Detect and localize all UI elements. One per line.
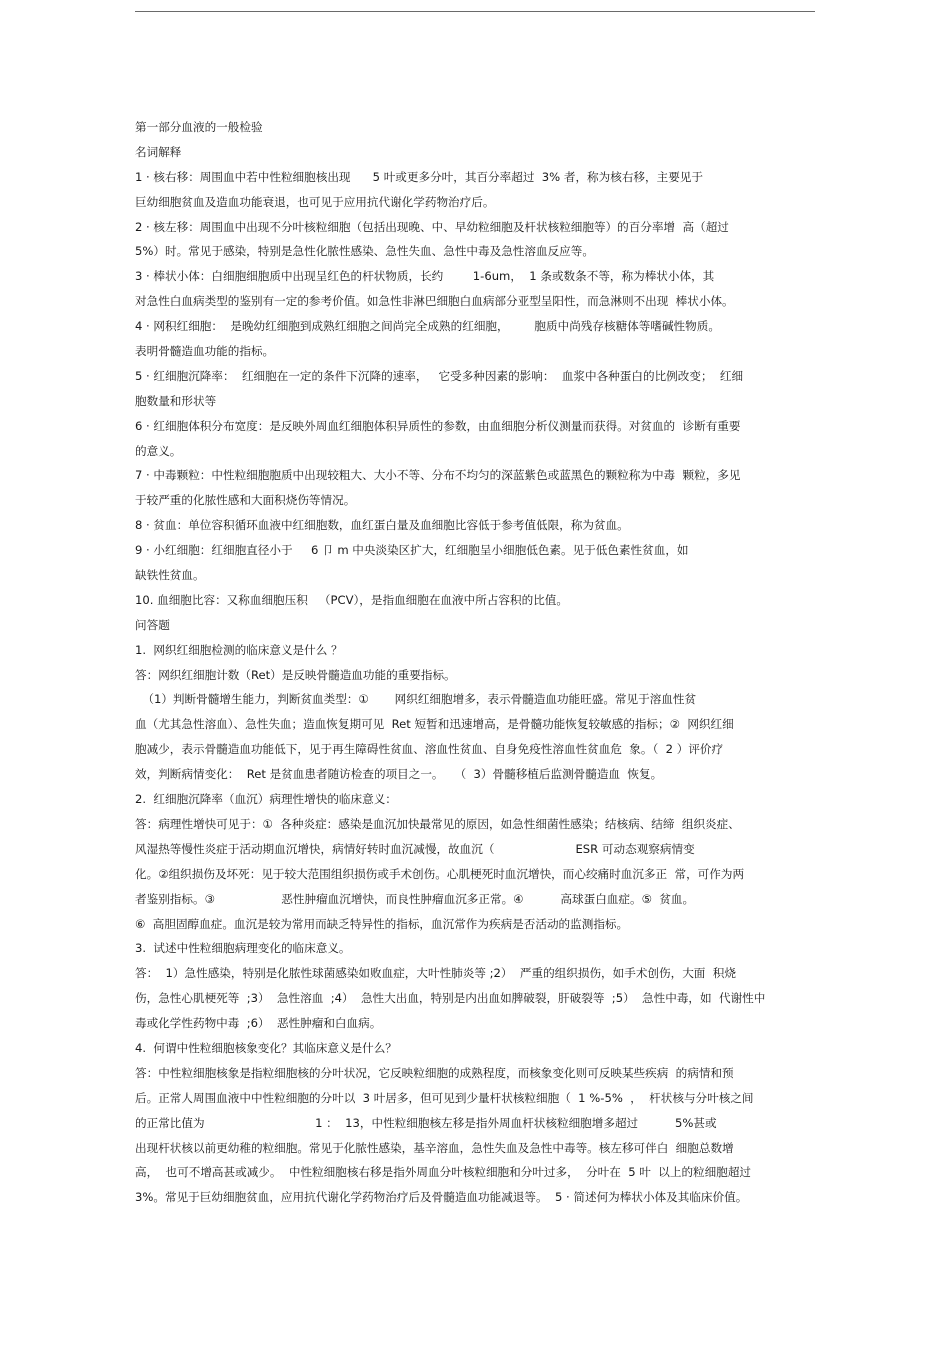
answer-line: 高， 也可不增高甚或减少。 中性粒细胞核右移是指外周血分叶核粒细胞和分叶过多， 分叶在 5 叶 以上的粒细胞超过 bbox=[135, 1165, 752, 1180]
text-line: 对急性白血病类型的鉴别有一定的参考价值。如急性非淋巴细胞白血病部分亚型呈阳性，而急淋则不出现 棒状小体。 bbox=[135, 294, 734, 309]
answer-line: 风湿热等慢性炎症于活动期血沉增快，病情好转时血沉减慢，故血沉（ ESR 可动态观察病情变 bbox=[135, 841, 695, 856]
header-rule bbox=[135, 11, 815, 12]
document-body bbox=[135, 115, 820, 1210]
answer-line: （1）判断骨髓增生能力，判断贫血类型：① 网织红细胞增多，表示骨髓造血功能旺盛。常见于溶血性贫 bbox=[135, 692, 697, 707]
answer-line: 胞减少，表示骨髓造血功能低下，见于再生障碍性贫血、溶血性贫血、自身免疫性溶血性贫血危 象。（ 2 ）评价疗 bbox=[135, 742, 724, 757]
answer-line: 答： 1）急性感染，特别是化脓性球菌感染如败血症，大叶性肺炎等 ;2） 严重的组织损伤，如手术创伤，大面 积烧 bbox=[135, 966, 736, 981]
answer-line: 血（尤其急性溶血）、急性失血；造血恢复期可见 Ret 短暂和迅速增高，是骨髓功能恢复较敏感的指标；② 网织红细 bbox=[135, 717, 734, 732]
subsection-heading: 问答题 bbox=[135, 617, 170, 632]
text-line: 6 · 红细胞体积分布宽度：是反映外周血红细胞体积异质性的参数，由血细胞分析仪测量而获得。对贫血的 诊断有重要 bbox=[135, 418, 741, 433]
answer-line: 3%。常见于巨幼细胞贫血，应用抗代谢化学药物治疗后及骨髓造血功能减退等。 5 · 简述何为棒状小体及其临床价值。 bbox=[135, 1190, 748, 1205]
text-line: 的意义。 bbox=[135, 443, 182, 458]
text-line: 1 · 核右移：周围血中若中性粒细胞核出现 5 叶或更多分叶，其百分率超过 3% 者，称为核右移，主要见于 bbox=[135, 169, 703, 184]
text-line: 5%）时。常见于感染，特别是急性化脓性感染、急性失血、急性中毒及急性溶血反应等。 bbox=[135, 244, 594, 259]
section-title: 第一部分血液的一般检验 bbox=[135, 120, 263, 134]
text-line: 8 · 贫血：单位容积循环血液中红细胞数，血红蛋白量及血细胞比容低于参考值低限，称为贫血。 bbox=[135, 518, 629, 533]
text-line: 9 · 小红细胞：红细胞直径小于 6 卩 m 中央淡染区扩大，红细胞呈小细胞低色素。见于低色素性贫血，如 bbox=[135, 543, 689, 558]
text-line: 4 · 网积红细胞： 是晚幼红细胞到成熟红细胞之间尚完全成熟的红细胞， 胞质中尚残存核糖体等嗜碱性物质。 bbox=[135, 319, 720, 334]
subsection-heading: 名词解释 bbox=[135, 144, 182, 159]
answer-line: 出现杆状核以前更幼稚的粒细胞。常见于化脓性感染，基辛溶血，急性失血及急性中毒等。核左移可伴白 细胞总数增 bbox=[135, 1140, 734, 1155]
text-line: 巨幼细胞贫血及造血功能衰退，也可见于应用抗代谢化学药物治疗后。 bbox=[135, 194, 495, 209]
answer-line: 效，判断病情变化： Ret 是贫血患者随访检查的项目之一。 （ 3）骨髓移植后监测骨髓造血 恢复。 bbox=[135, 767, 663, 782]
text-line: 缺铁性贫血。 bbox=[135, 568, 205, 583]
text-line: 2 · 核左移：周围血中出现不分叶核粒细胞（包括出现晚、中、早幼粒细胞及杆状核粒细胞等）的百分率增 高（超过 bbox=[135, 219, 729, 234]
answer-line: 的正常比值为 1 ： 13，中性粒细胞核左移是指外周血杆状核粒细胞增多超过 5%甚或 bbox=[135, 1115, 717, 1130]
answer-line: 伤，急性心肌梗死等 ;3） 急性溶血 ;4） 急性大出血，特别是内出血如脾破裂，肝破裂等 ;5） 急性中毒，如 代谢性中 bbox=[135, 991, 766, 1006]
answer-line: ⑥ 高胆固醇血症。血沉是较为常用而缺乏特异性的指标，血沉常作为疾病是否活动的监测指标。 bbox=[135, 916, 629, 931]
answer-line: 化。②组织损伤及坏死：见于较大范围组织损伤或手术创伤。心肌梗死时血沉增快，而心绞痛时血沉多正 常，可作为两 bbox=[135, 866, 745, 881]
question-line: 1. 网织红细胞检测的临床意义是什么 ？ bbox=[135, 642, 343, 657]
answer-line: 答：病理性增快可见于：① 各种炎症：感染是血沉加快最常见的原因，如急性细菌性感染；结核病、结缔 组织炎症、 bbox=[135, 816, 740, 831]
text-line: 于较严重的化脓性感和大面积烧伤等情况。 bbox=[135, 493, 356, 508]
answer-line: 答：中性粒细胞核象是指粒细胞核的分叶状况，它反映粒细胞的成熟程度，而核象变化则可反映某些疾病 的病情和预 bbox=[135, 1065, 734, 1080]
question-line: 3. 试述中性粒细胞病理变化的临床意义。 bbox=[135, 941, 351, 956]
text-line: 胞数量和形状等 bbox=[135, 393, 217, 408]
question-line: 4. 何谓中性粒细胞核象变化？其临床意义是什么？ bbox=[135, 1040, 397, 1055]
text-line: 7 · 中毒颗粒：中性粒细胞胞质中出现较粗大、大小不等、分布不均匀的深蓝紫色或蓝黑色的颗粒称为中毒 颗粒，多见 bbox=[135, 468, 741, 483]
text-line: 3 · 棒状小体：白细胞细胞质中出现呈红色的杆状物质，长约 1-6um， 1 条或数条不等，称为棒状小体，其 bbox=[135, 269, 715, 284]
question-line: 2. 红细胞沉降率（血沉）病理性增快的临床意义： bbox=[135, 792, 397, 807]
text-line: 5 · 红细胞沉降率： 红细胞在一定的条件下沉降的速率， 它受多种因素的影响： 血浆中各种蛋白的比例改变； 红细 bbox=[135, 368, 744, 383]
text-line: 表明骨髓造血功能的指标。 bbox=[135, 344, 275, 359]
answer-line: 者鉴别指标。③ 恶性肿瘤血沉增快，而良性肿瘤血沉多正常。④ 高球蛋白血症。⑤ 贫血。 bbox=[135, 891, 695, 906]
answer-line: 答：网织红细胞计数（Ret）是反映骨髓造血功能的重要指标。 bbox=[135, 667, 456, 682]
text-line: 10. 血细胞比容：又称血细胞压积 （PCV），是指血细胞在血液中所占容积的比值。 bbox=[135, 592, 568, 607]
answer-line: 后。正常人周围血液中中性粒细胞的分叶以 3 叶居多，但可见到少量杆状核粒细胞（ 1 %-5% ， 杆状核与分叶核之间 bbox=[135, 1090, 754, 1105]
answer-line: 毒或化学性药物中毒 ;6） 恶性肿瘤和白血病。 bbox=[135, 1016, 382, 1031]
